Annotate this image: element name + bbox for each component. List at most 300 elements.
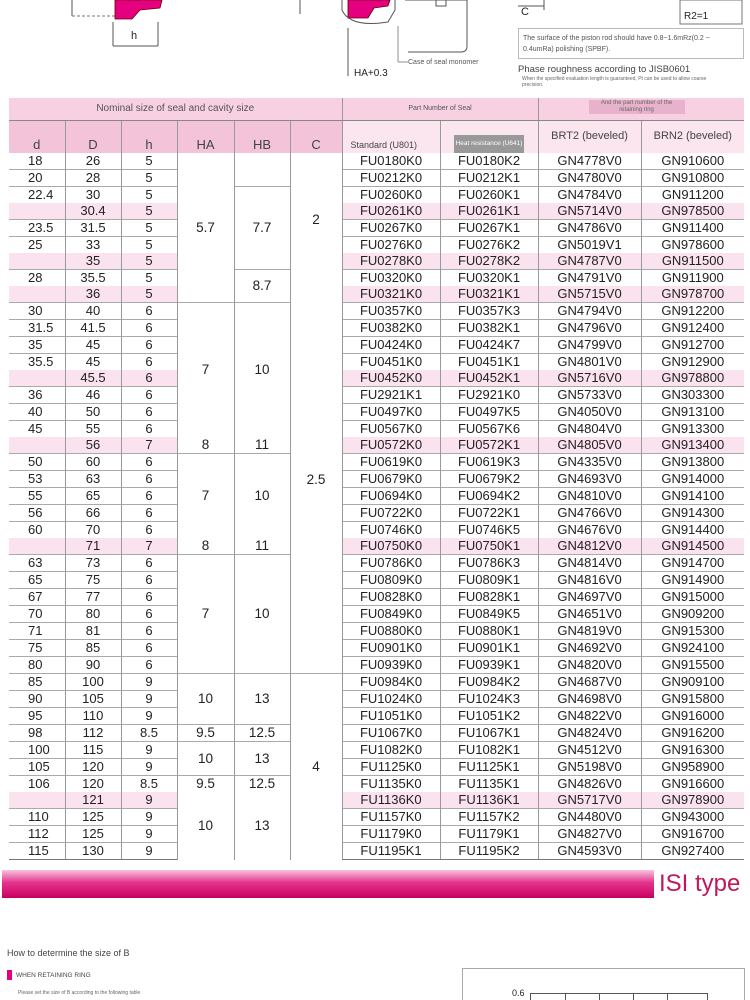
cell-h: 9	[121, 742, 177, 759]
cell-brn: GN924100	[641, 640, 744, 657]
cell-D: 45	[65, 354, 121, 371]
cell-brn: GN913100	[641, 404, 744, 421]
cell-heat: FU0497K5	[440, 404, 538, 421]
table-row	[9, 623, 744, 640]
cell-heat: FU0849K5	[440, 606, 538, 623]
cell-heat: FU0694K2	[440, 488, 538, 505]
cell-brt: GN4810V0	[538, 488, 641, 505]
cell-D: 120	[65, 759, 121, 776]
cell-heat: FU0750K1	[440, 538, 538, 555]
col-brn: BRN2 (beveled)	[641, 120, 744, 153]
cell-brn: GN978800	[641, 370, 744, 387]
cell-brn: GN912700	[641, 337, 744, 354]
cell-brt: GN4335V0	[538, 454, 641, 471]
cell-h: 8.5	[121, 725, 177, 742]
cell-standard: FU0694K0	[342, 488, 440, 505]
ha-tolerance-label: HA+0.3	[354, 68, 388, 79]
cell-heat: FU1179K1	[440, 826, 538, 843]
cell-standard: FU0572K0	[342, 437, 440, 454]
cell-D: 35	[65, 253, 121, 270]
cell-brt: GN5733V0	[538, 387, 641, 404]
col-brt: BRT2 (beveled)	[538, 120, 641, 153]
cell-D: 125	[65, 826, 121, 843]
cell-brn: GN916300	[641, 742, 744, 759]
cell-d: 90	[9, 691, 65, 708]
cell-d	[9, 253, 65, 270]
cell-heat: FU0901K1	[440, 640, 538, 657]
cell-heat: FU0679K2	[440, 471, 538, 488]
cell-h: 9	[121, 826, 177, 843]
cell-d: 45	[9, 421, 65, 438]
cell-brt: GN5715V0	[538, 286, 641, 303]
detail-drawing-right	[510, 0, 750, 28]
cell-d	[9, 203, 65, 220]
cell-brn: GN978500	[641, 203, 744, 220]
cell-d: 22.4	[9, 187, 65, 204]
table-row	[9, 404, 744, 421]
col-D: D	[65, 120, 121, 153]
cell-d	[9, 286, 65, 303]
cell-brn: GN943000	[641, 809, 744, 826]
cell-brn: GN911900	[641, 270, 744, 287]
table-row	[9, 488, 744, 505]
col-heat-label: Heat resistance (U641)	[454, 135, 525, 153]
cell-h: 5	[121, 220, 177, 237]
cell-brn: GN910600	[641, 153, 744, 170]
cell-h: 9	[121, 691, 177, 708]
cell-d: 63	[9, 555, 65, 572]
cell-HB: 13	[234, 742, 290, 776]
cell-brn: GN912200	[641, 303, 744, 320]
cell-D: 121	[65, 792, 121, 809]
cell-brt: GN4780V0	[538, 170, 641, 187]
table-row	[9, 691, 744, 708]
cell-brt: GN5716V0	[538, 370, 641, 387]
cell-brn: GN912900	[641, 354, 744, 371]
cell-h: 6	[121, 421, 177, 438]
cell-standard: FU0382K0	[342, 320, 440, 337]
figure-grid	[530, 993, 708, 1000]
retaining-ring-label: And the part number of the retaining ring	[589, 100, 685, 114]
cell-standard: FU0497K0	[342, 404, 440, 421]
cell-brn: GN916000	[641, 708, 744, 725]
cell-standard: FU0901K0	[342, 640, 440, 657]
cell-heat: FU1051K2	[440, 708, 538, 725]
table-row	[9, 220, 744, 237]
cell-h: 5	[121, 170, 177, 187]
cell-brt: GN4480V0	[538, 809, 641, 826]
cell-brt: GN4593V0	[538, 843, 641, 860]
cell-D: 70	[65, 522, 121, 539]
cell-h: 5	[121, 187, 177, 204]
cell-d: 110	[9, 809, 65, 826]
cell-heat: FU0451K1	[440, 354, 538, 371]
table-row	[9, 320, 744, 337]
cell-brt: GN4819V0	[538, 623, 641, 640]
cell-h: 6	[121, 387, 177, 404]
roughness-note: When the specified evaluation length is guaranteed, Pt can be used to allow coarse precision.	[522, 76, 707, 88]
cell-heat: FU1082K1	[440, 742, 538, 759]
table-row	[9, 237, 744, 254]
cell-heat: FU0722K1	[440, 505, 538, 522]
cell-brn: GN914500	[641, 538, 744, 555]
cell-h: 9	[121, 708, 177, 725]
cell-brn: GN911200	[641, 187, 744, 204]
table-row	[9, 674, 744, 691]
cell-D: 31.5	[65, 220, 121, 237]
cell-D: 110	[65, 708, 121, 725]
cell-standard: FU0424K0	[342, 337, 440, 354]
cell-brt: GN4816V0	[538, 572, 641, 589]
cell-D: 55	[65, 421, 121, 438]
cell-d: 40	[9, 404, 65, 421]
cell-heat: FU0828K1	[440, 589, 538, 606]
cell-brn: GN978600	[641, 237, 744, 254]
cell-brn: GN927400	[641, 843, 744, 860]
cell-D: 30	[65, 187, 121, 204]
cell-standard: FU0320K0	[342, 270, 440, 287]
cell-d: 85	[9, 674, 65, 691]
table-row	[9, 437, 744, 454]
table-row	[9, 187, 744, 204]
cell-h: 8.5	[121, 776, 177, 793]
cell-brn: GN911400	[641, 220, 744, 237]
cell-D: 115	[65, 742, 121, 759]
cell-heat: FU1135K1	[440, 776, 538, 793]
cell-heat: FU1024K3	[440, 691, 538, 708]
cell-brt: GN4827V0	[538, 826, 641, 843]
cell-h: 6	[121, 320, 177, 337]
cell-h: 9	[121, 809, 177, 826]
cell-brt: GN4512V0	[538, 742, 641, 759]
cell-h: 6	[121, 657, 177, 674]
table-row	[9, 522, 744, 539]
cell-brt: GN4693V0	[538, 471, 641, 488]
section-banner	[2, 870, 654, 898]
cell-h: 6	[121, 606, 177, 623]
cell-brn: GN913300	[641, 421, 744, 438]
cell-standard: FU1136K0	[342, 792, 440, 809]
cell-D: 112	[65, 725, 121, 742]
table-row	[9, 742, 744, 759]
table-row	[9, 421, 744, 438]
cell-heat: FU0939K1	[440, 657, 538, 674]
cell-d	[9, 370, 65, 387]
table-row	[9, 792, 744, 809]
cell-d: 65	[9, 572, 65, 589]
cell-d: 25	[9, 237, 65, 254]
cell-standard: FU1195K1	[342, 843, 440, 860]
cell-D: 36	[65, 286, 121, 303]
seal-drawing-left	[0, 0, 170, 60]
cell-brn: GN914100	[641, 488, 744, 505]
cell-brt: GN4687V0	[538, 674, 641, 691]
cell-C: 2	[290, 153, 342, 286]
cell-standard: FU1157K0	[342, 809, 440, 826]
cell-h: 6	[121, 572, 177, 589]
cell-brn: GN978900	[641, 792, 744, 809]
cell-d: 112	[9, 826, 65, 843]
cell-standard: FU1051K0	[342, 708, 440, 725]
cell-brn: GN911500	[641, 253, 744, 270]
cell-heat: FU1125K1	[440, 759, 538, 776]
cell-standard: FU0567K0	[342, 421, 440, 438]
cell-brn: GN914000	[641, 471, 744, 488]
cell-standard: FU0828K0	[342, 589, 440, 606]
cell-heat: FU0276K2	[440, 237, 538, 254]
col-C: C	[290, 120, 342, 153]
cell-brn: GN912400	[641, 320, 744, 337]
cell-h: 6	[121, 354, 177, 371]
howto-title: How to determine the size of B	[7, 948, 130, 958]
cell-D: 130	[65, 843, 121, 860]
cell-HA: 9.5	[177, 776, 234, 793]
cell-standard: FU0750K0	[342, 538, 440, 555]
cell-h: 6	[121, 589, 177, 606]
cell-standard: FU0984K0	[342, 674, 440, 691]
cell-d: 31.5	[9, 320, 65, 337]
cell-brt: GN4787V0	[538, 253, 641, 270]
cell-D: 45.5	[65, 370, 121, 387]
roughness-title: Phase roughness according to JISB0601	[518, 64, 691, 75]
table-row	[9, 303, 744, 320]
cell-d: 23.5	[9, 220, 65, 237]
table-row	[9, 203, 744, 220]
cell-HB: 12.5	[234, 776, 290, 793]
cell-heat: FU0382K1	[440, 320, 538, 337]
cell-h: 5	[121, 270, 177, 287]
cell-heat: FU0452K1	[440, 370, 538, 387]
cell-heat: FU0809K1	[440, 572, 538, 589]
cell-HB: 10	[234, 454, 290, 539]
cell-HA: 10	[177, 674, 234, 725]
cell-h: 6	[121, 522, 177, 539]
cell-standard: FU1135K0	[342, 776, 440, 793]
table-row	[9, 454, 744, 471]
cell-brt: GN4778V0	[538, 153, 641, 170]
cell-brt: GN4820V0	[538, 657, 641, 674]
table-row	[9, 170, 744, 187]
cell-C: 4	[290, 674, 342, 860]
cell-HB: 13	[234, 674, 290, 725]
cell-brt: GN4050V0	[538, 404, 641, 421]
cell-D: 81	[65, 623, 121, 640]
cell-standard: FU0278K0	[342, 253, 440, 270]
cell-D: 63	[65, 471, 121, 488]
cell-heat: FU0278K2	[440, 253, 538, 270]
retaining-ring-text: WHEN RETAINING RING	[16, 971, 91, 979]
case-of-seal-label: Case of seal monomer	[408, 59, 479, 66]
cell-brn: GN915800	[641, 691, 744, 708]
cell-d: 70	[9, 606, 65, 623]
table-row	[9, 253, 744, 270]
cell-HA: 7	[177, 303, 234, 438]
cell-D: 56	[65, 437, 121, 454]
cell-brn: GN916700	[641, 826, 744, 843]
table-row	[9, 505, 744, 522]
cell-d: 55	[9, 488, 65, 505]
cell-heat: FU0880K1	[440, 623, 538, 640]
cell-h: 9	[121, 674, 177, 691]
cell-d: 75	[9, 640, 65, 657]
table-row	[9, 337, 744, 354]
cell-D: 40	[65, 303, 121, 320]
cell-D: 77	[65, 589, 121, 606]
cell-brn: GN978700	[641, 286, 744, 303]
cell-h: 9	[121, 759, 177, 776]
cell-h: 6	[121, 404, 177, 421]
cell-brt: GN4692V0	[538, 640, 641, 657]
cell-D: 100	[65, 674, 121, 691]
cell-d	[9, 538, 65, 555]
table-row	[9, 708, 744, 725]
cell-standard: FU0746K0	[342, 522, 440, 539]
cell-d: 105	[9, 759, 65, 776]
table-row	[9, 589, 744, 606]
cell-HA: 7	[177, 454, 234, 539]
cell-C: 2.5	[290, 286, 342, 674]
cell-standard: FU0212K0	[342, 170, 440, 187]
cell-D: 66	[65, 505, 121, 522]
figure-axis-value: 0.6	[512, 988, 525, 998]
nominal-size-header: Nominal size of seal and cavity size	[9, 98, 342, 120]
cell-brn: GN914700	[641, 555, 744, 572]
cell-brn: GN915000	[641, 589, 744, 606]
cell-d	[9, 792, 65, 809]
cell-d: 100	[9, 742, 65, 759]
cell-brt: GN4676V0	[538, 522, 641, 539]
cell-heat: FU0357K3	[440, 303, 538, 320]
table-row	[9, 370, 744, 387]
cell-standard: FU0276K0	[342, 237, 440, 254]
cell-brn: GN913400	[641, 437, 744, 454]
table-row	[9, 270, 744, 287]
cell-D: 41.5	[65, 320, 121, 337]
cell-D: 30.4	[65, 203, 121, 220]
cell-heat: FU1195K2	[440, 843, 538, 860]
c-dimension-label: C	[521, 6, 529, 18]
cell-d: 115	[9, 843, 65, 860]
table-row	[9, 153, 744, 170]
cell-brn: GN914900	[641, 572, 744, 589]
col-h: h	[121, 120, 177, 153]
cell-d: 106	[9, 776, 65, 793]
seal-size-table	[9, 98, 744, 860]
cell-HA: 8	[177, 437, 234, 454]
cell-standard: FU0180K0	[342, 153, 440, 170]
cell-d: 35	[9, 337, 65, 354]
table-row	[9, 538, 744, 555]
cell-D: 46	[65, 387, 121, 404]
cell-h: 6	[121, 488, 177, 505]
cell-h: 7	[121, 538, 177, 555]
cell-brn: GN914400	[641, 522, 744, 539]
r2-radius-label: R2=1	[684, 11, 709, 22]
cell-standard: FU0880K0	[342, 623, 440, 640]
cell-d: 50	[9, 454, 65, 471]
cell-brt: GN4822V0	[538, 708, 641, 725]
cell-standard: FU0357K0	[342, 303, 440, 320]
table-row	[9, 471, 744, 488]
cell-standard: FU1179K0	[342, 826, 440, 843]
cell-brt: GN4791V0	[538, 270, 641, 287]
cell-heat: FU0567K6	[440, 421, 538, 438]
size-note: Please set the size of B according to the following table	[18, 990, 141, 996]
cell-h: 6	[121, 505, 177, 522]
cell-D: 120	[65, 776, 121, 793]
cell-heat: FU1136K1	[440, 792, 538, 809]
cell-d: 60	[9, 522, 65, 539]
cell-heat: FU0212K1	[440, 170, 538, 187]
col-heat	[440, 120, 538, 153]
cell-brt: GN5019V1	[538, 237, 641, 254]
cell-standard: FU0261K0	[342, 203, 440, 220]
cell-HA: 10	[177, 792, 234, 860]
cell-h: 6	[121, 555, 177, 572]
cell-d: 18	[28, 153, 43, 168]
cell-d	[9, 437, 65, 454]
cell-heat: FU0267K1	[440, 220, 538, 237]
cell-brt: GN4794V0	[538, 303, 641, 320]
table-row	[9, 776, 744, 793]
h-dimension-label: h	[131, 30, 138, 42]
cell-brn: GN910800	[641, 170, 744, 187]
cell-d: 30	[9, 303, 65, 320]
cell-HB: 13	[234, 792, 290, 860]
cell-standard: FU0451K0	[342, 354, 440, 371]
table-row	[9, 759, 744, 776]
cell-HB: 10	[234, 555, 290, 674]
table-row	[9, 843, 744, 860]
cell-standard: FU0260K0	[342, 187, 440, 204]
cell-D: 50	[65, 404, 121, 421]
cell-brn: GN909100	[641, 674, 744, 691]
cell-brt: GN4801V0	[538, 354, 641, 371]
cell-HB: 11	[234, 538, 290, 555]
cell-heat: FU0180K2	[440, 153, 538, 170]
col-HB: HB	[234, 120, 290, 153]
cell-brt: GN4766V0	[538, 505, 641, 522]
cell-HA: 8	[177, 538, 234, 555]
cell-brt: GN4812V0	[538, 538, 641, 555]
cell-standard: FU1082K0	[342, 742, 440, 759]
table-row	[9, 354, 744, 371]
section-title: ISI type	[659, 870, 741, 897]
cell-brn: GN915500	[641, 657, 744, 674]
table-row	[9, 387, 744, 404]
cell-D: 60	[65, 454, 121, 471]
cell-standard: FU0722K0	[342, 505, 440, 522]
cell-standard: FU0809K0	[342, 572, 440, 589]
cell-d: 36	[9, 387, 65, 404]
cell-brt: GN4796V0	[538, 320, 641, 337]
cell-heat: FU0984K2	[440, 674, 538, 691]
cell-d: 95	[9, 708, 65, 725]
cell-brn: GN914300	[641, 505, 744, 522]
cell-heat: FU1157K2	[440, 809, 538, 826]
cell-h: 6	[121, 623, 177, 640]
cell-brn: GN916600	[641, 776, 744, 793]
surface-note-box	[518, 28, 744, 59]
col-d: d	[9, 120, 65, 153]
cell-h: 6	[121, 370, 177, 387]
cell-h: 6	[121, 303, 177, 320]
cell-d: 35.5	[9, 354, 65, 371]
cell-heat: FU0320K1	[440, 270, 538, 287]
cell-D: 75	[65, 572, 121, 589]
cell-h: 5	[121, 203, 177, 220]
cell-HA: 7	[177, 555, 234, 674]
